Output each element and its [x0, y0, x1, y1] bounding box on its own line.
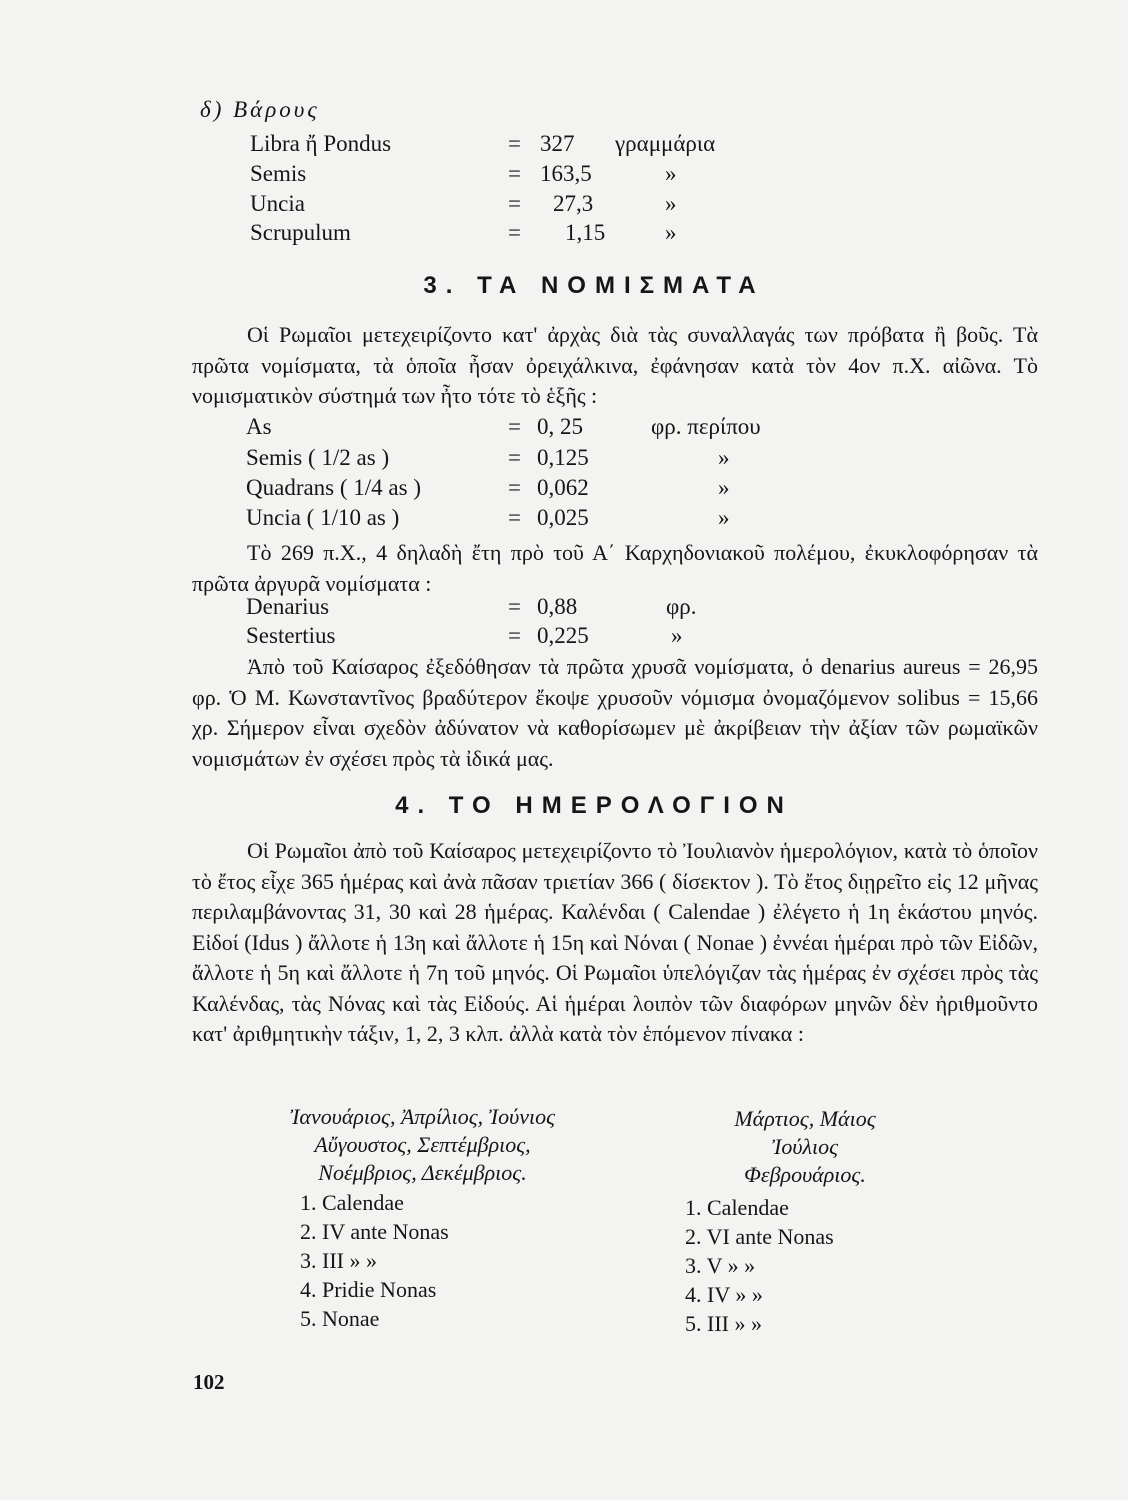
weight-value: 1,15: [565, 220, 606, 245]
list-item: 5. Nonae: [300, 1306, 380, 1331]
weight-name: Uncia: [250, 191, 305, 216]
coin-name: Quadrans ( 1/4 as ): [246, 475, 422, 500]
equals-sign: =: [508, 475, 521, 500]
coin-value: 0,88: [537, 594, 578, 619]
coin-value: 0,225: [537, 623, 589, 648]
equals-sign: =: [508, 191, 521, 216]
coin-value: 0,025: [537, 505, 589, 530]
months-group-right: [695, 1105, 915, 1189]
calendar-paragraph: [192, 836, 1038, 1050]
equals-sign: =: [508, 414, 521, 439]
equals-sign: =: [508, 623, 521, 648]
weight-unit: »: [665, 220, 677, 245]
section-title-calendar: 4. ΤΟ ΗΜΕΡΟΛΟΓΙΟΝ: [395, 792, 793, 819]
months-line: Νοέμβριος, Δεκέμβριος.: [318, 1160, 527, 1185]
weights-heading: δ) Βάρους: [200, 97, 320, 122]
silver-coins-text: Τὸ 269 π.Χ., 4 δηλαδὴ ἔτη πρὸ τοῦ Α΄ Καρχηδονιακοῦ πολέμου, ἐκυκλοφόρησαν τὰ πρῶτα ἀργυρᾶ νομίσματα :: [192, 540, 1038, 596]
weight-value: 27,3: [553, 191, 594, 216]
coin-unit: »: [718, 505, 730, 530]
coin-unit: φρ.: [666, 594, 697, 619]
months-line: Αὔγουστος, Σεπτέμβριος,: [314, 1132, 531, 1157]
coin-value: 0,062: [537, 475, 589, 500]
silver-coins-paragraph: [192, 538, 1038, 599]
months-line: Ἰούλιος: [771, 1134, 839, 1159]
weight-unit: »: [665, 161, 677, 186]
weight-name: Scrupulum: [250, 220, 351, 245]
page-number: 102: [193, 1370, 225, 1394]
weight-value: 163,5: [540, 161, 592, 186]
coin-unit: »: [671, 623, 683, 648]
months-line: Ἰανουάριος, Ἀπρίλιος, Ἰούνιος: [289, 1104, 556, 1129]
gold-coins-text: Ἀπὸ τοῦ Καίσαρος ἐξεδόθησαν τὰ πρῶτα χρυσᾶ νομίσματα, ὁ denarius aureus = 26,95 φρ. Ὁ Μ. Κωνσταντῖνος βραδύτερον ἔκοψε χρυσοῦν νόμισμα ὀνομαζόμενον solibus = 15,66 χρ. Σήμερον εἶναι σχεδὸν ἀδύνατον νὰ καθορίσωμεν μὲ ἀκρίβειαν τὴν ἀξίαν τῶν ρωμαϊκῶν νομισμάτων ἐν σχέσει πρὸς τὰ ἰδικά μας.: [192, 654, 1038, 771]
list-item: 2. VI ante Nonas: [685, 1224, 834, 1249]
list-item: 4. Pridie Nonas: [300, 1277, 437, 1302]
coin-value: 0,125: [537, 445, 589, 470]
coin-name: Semis ( 1/2 as ): [246, 445, 390, 470]
coin-unit: »: [718, 475, 730, 500]
weight-unit: γραμμάρια: [615, 131, 716, 156]
coin-unit: φρ. περίπου: [651, 414, 761, 439]
list-item: 1. Calendae: [300, 1190, 404, 1215]
days-list-right: [685, 1193, 834, 1338]
equals-sign: =: [508, 131, 521, 156]
coin-name: Sestertius: [246, 623, 336, 648]
coin-name: Denarius: [246, 594, 330, 619]
list-item: 1. Calendae: [685, 1195, 789, 1220]
coin-unit: »: [718, 445, 730, 470]
coin-value: 0, 25: [537, 414, 583, 439]
coin-name: Uncia ( 1/10 as ): [246, 505, 400, 530]
months-line: Μάρτιος, Μάιος: [734, 1106, 876, 1131]
equals-sign: =: [508, 445, 521, 470]
section-title-coins: 3. ΤΑ ΝΟΜΙΣΜΑΤΑ: [423, 272, 765, 299]
weight-value: 327: [540, 131, 575, 156]
weight-unit: »: [665, 191, 677, 216]
coins-intro-paragraph: [192, 320, 1038, 412]
equals-sign: =: [508, 505, 521, 530]
weight-name: Semis: [250, 161, 307, 186]
days-list-left: [300, 1188, 449, 1333]
list-item: 4. IV » »: [685, 1282, 763, 1307]
coin-name: As: [246, 414, 272, 439]
equals-sign: =: [508, 594, 521, 619]
equals-sign: =: [508, 161, 521, 186]
months-group-left: [250, 1103, 595, 1187]
gold-coins-paragraph: [192, 652, 1038, 774]
coins-intro-text: Οἱ Ρωμαῖοι μετεχειρίζοντο κατ' ἀρχὰς διὰ τὰς συναλλαγάς των πρόβατα ἢ βοῦς. Τὰ πρῶτα νομίσματα, τὰ ὁποῖα ἦσαν ὀρειχάλκινα, ἐφάνησαν κατὰ τὸν 4ον π.Χ. αἰῶνα. Τὸ νομισματικὸν σύστημά των ἦτο τότε τὸ ἑξῆς :: [192, 322, 1038, 408]
months-line: Φεβρουάριος.: [744, 1162, 866, 1187]
list-item: 3. V » »: [685, 1253, 756, 1278]
equals-sign: =: [508, 220, 521, 245]
weight-name: Libra ἤ Pondus: [250, 131, 392, 156]
list-item: 2. IV ante Nonas: [300, 1219, 449, 1244]
list-item: 5. III » »: [685, 1311, 762, 1336]
list-item: 3. III » »: [300, 1248, 377, 1273]
calendar-text: Οἱ Ρωμαῖοι ἀπὸ τοῦ Καίσαρος μετεχειρίζοντο τὸ Ἰουλιανὸν ἡμερολόγιον, κατὰ τὸ ὁποῖον τὸ ἔτος εἶχε 365 ἡμέρας καὶ ἀνὰ πᾶσαν τριετίαν 366 ( δίσεκτον ). Τὸ ἔτος διῃρεῖτο εἰς 12 μῆνας περιλαμβάνοντας 31, 30 καὶ 28 ἡμέρας. Καλένδαι ( Calendae ) ἐλέγετο ἡ 1η ἑκάστου μηνός. Εἰδοί (Idus ) ἄλλοτε ἡ 13η καὶ ἄλλοτε ἡ 15η καὶ Νόναι ( Nonae ) ἐννέαι ἡμέραι πρὸ τῶν Εἰδῶν, ἄλλοτε ἡ 5η καὶ ἄλλοτε ἡ 7η τοῦ μηνός. Οἱ Ρωμαῖοι ὑπελόγιζαν τὰς ἡμέρας ἐν σχέσει πρὸς τὰς Καλένδας, τὰς Νόνας καὶ τὰς Εἰδούς. Αἱ ἡμέραι λοιπὸν τῶν διαφόρων μηνῶν δὲν ἠριθμοῦντο κατ' ἀριθμητικὴν τάξιν, 1, 2, 3 κλπ. ἀλλὰ κατὰ τὸν ἑπόμενον πίνακα :: [192, 838, 1038, 1046]
